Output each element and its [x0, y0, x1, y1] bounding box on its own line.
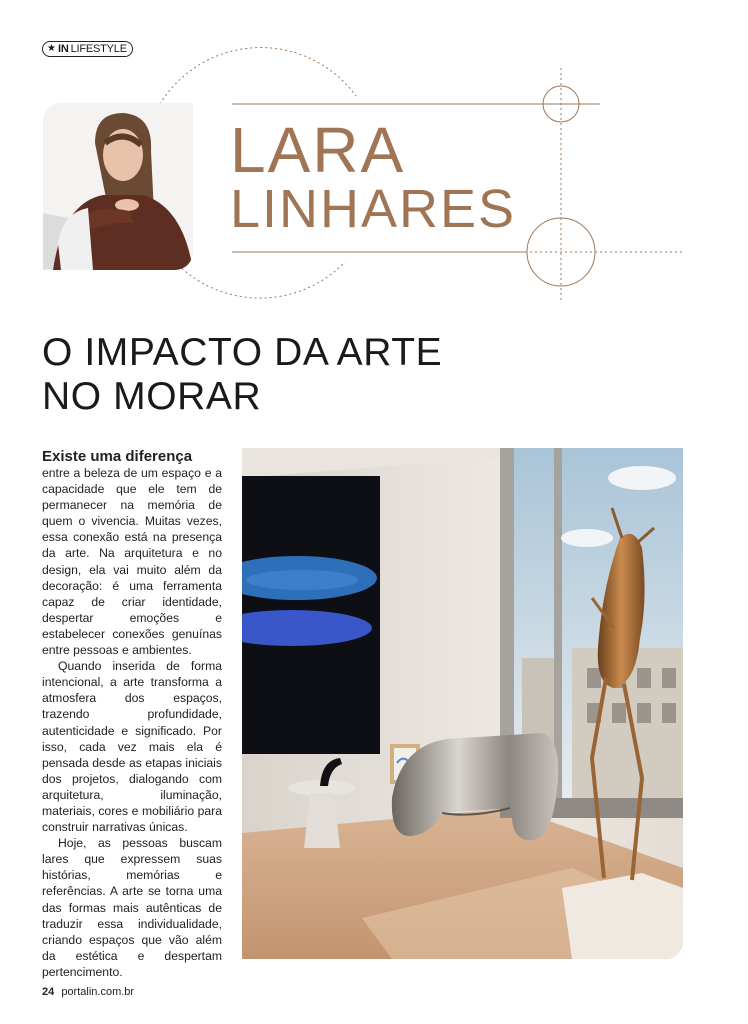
star-icon: ★	[47, 43, 56, 54]
article-body	[42, 448, 222, 980]
section-label: LIFESTYLE	[70, 43, 127, 55]
author-first-name: LARA	[230, 114, 406, 186]
headline-line-1: O IMPACTO DA ARTE	[42, 331, 443, 374]
section-tag	[42, 41, 133, 57]
article-headline	[42, 331, 702, 419]
article-lead: Existe uma diferença	[42, 448, 193, 465]
headline-line-2: NO MORAR	[42, 375, 262, 418]
paragraph-1	[42, 448, 222, 658]
page-footer	[42, 986, 134, 998]
page-number: 24	[42, 986, 55, 998]
interior-photo	[242, 448, 683, 959]
paragraph-2: Quando inserida de forma intencional, a arte transforma a atmosfera dos espaços, trazendo profundidade, autenticidade e significado. Por isso, cada vez mais ela é pensada desde as etapas iniciais dos projetos, dialogando com arquitetura, iluminação, materiais, cores e mobiliário para construir narrativas únicas.	[42, 659, 222, 835]
section-brand: IN	[57, 43, 69, 55]
paragraph-3: Hoje, as pessoas buscam lares que expressem suas histórias, memórias e referências. A arte se torna uma das formas mais autênticas de traduzir essa individualidade, criando espaços que vão além da estética e despertam pertencimento.	[42, 836, 222, 979]
paragraph-1-text: entre a beleza de um espaço e a capacidade que ele tem de permanecer na memória de quem o vivencia. Muitas vezes, essa conexão está na presença da arte. Na arquitetura e no design, ela vai muito além da decoração: é uma ferramenta capaz de criar identidade, despertar emoções e estabelecer conexões genuínas entre pessoas e ambientes.	[42, 466, 222, 658]
author-photo	[43, 103, 193, 270]
site-url: portalin.com.br	[61, 986, 135, 998]
author-last-name: LINHARES	[230, 179, 517, 239]
